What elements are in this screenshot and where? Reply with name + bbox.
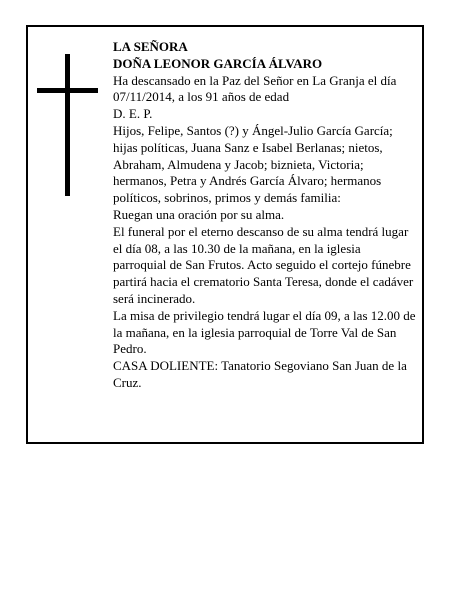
prayer-request: Ruegan una oración por su alma. [113, 206, 285, 222]
cross-icon [37, 54, 98, 196]
family-list: Hijos, Felipe, Santos (?) y Ángel-Julio García García; hijas políticas, Juana Sanz e Isabel Berlanas; nietos, Abraham, Almudena y Jacob; biznieta, Victoria; hermanos, Petra y Andrés García Álvaro; hermanos políticos, sobrinos, primos y demás familia: [113, 122, 393, 206]
mass-details: La misa de privilegio tendrá lugar el día 09, a las 12.00 de la mañana, en la iglesia parroquial de Torre Val de San Pedro. [113, 307, 416, 357]
deceased-name: DOÑA LEONOR GARCÍA ÁLVARO [113, 55, 323, 71]
rip-line: D. E. P. [113, 106, 153, 122]
cross-vertical-bar [65, 54, 70, 196]
mourning-house: CASA DOLIENTE: Tanatorio Segoviano San Juan de la Cruz. [113, 358, 407, 390]
funeral-details: El funeral por el eterno descanso de su alma tendrá lugar el día 08, a las 10.30 de la mañana, en la iglesia parroquial de San Frutos. Acto seguido el cortejo fúnebre partirá hacia el crematorio Santa Teresa, donde el cadáver será incinerado. [113, 223, 414, 306]
notice-title: LA SEÑORA [113, 39, 188, 54]
cross-horizontal-bar [37, 88, 98, 93]
death-announcement: Ha descansado en la Paz del Señor en La Granja el día 07/11/2014, a los 91 años de edad [113, 72, 397, 105]
obituary-text [113, 39, 417, 392]
